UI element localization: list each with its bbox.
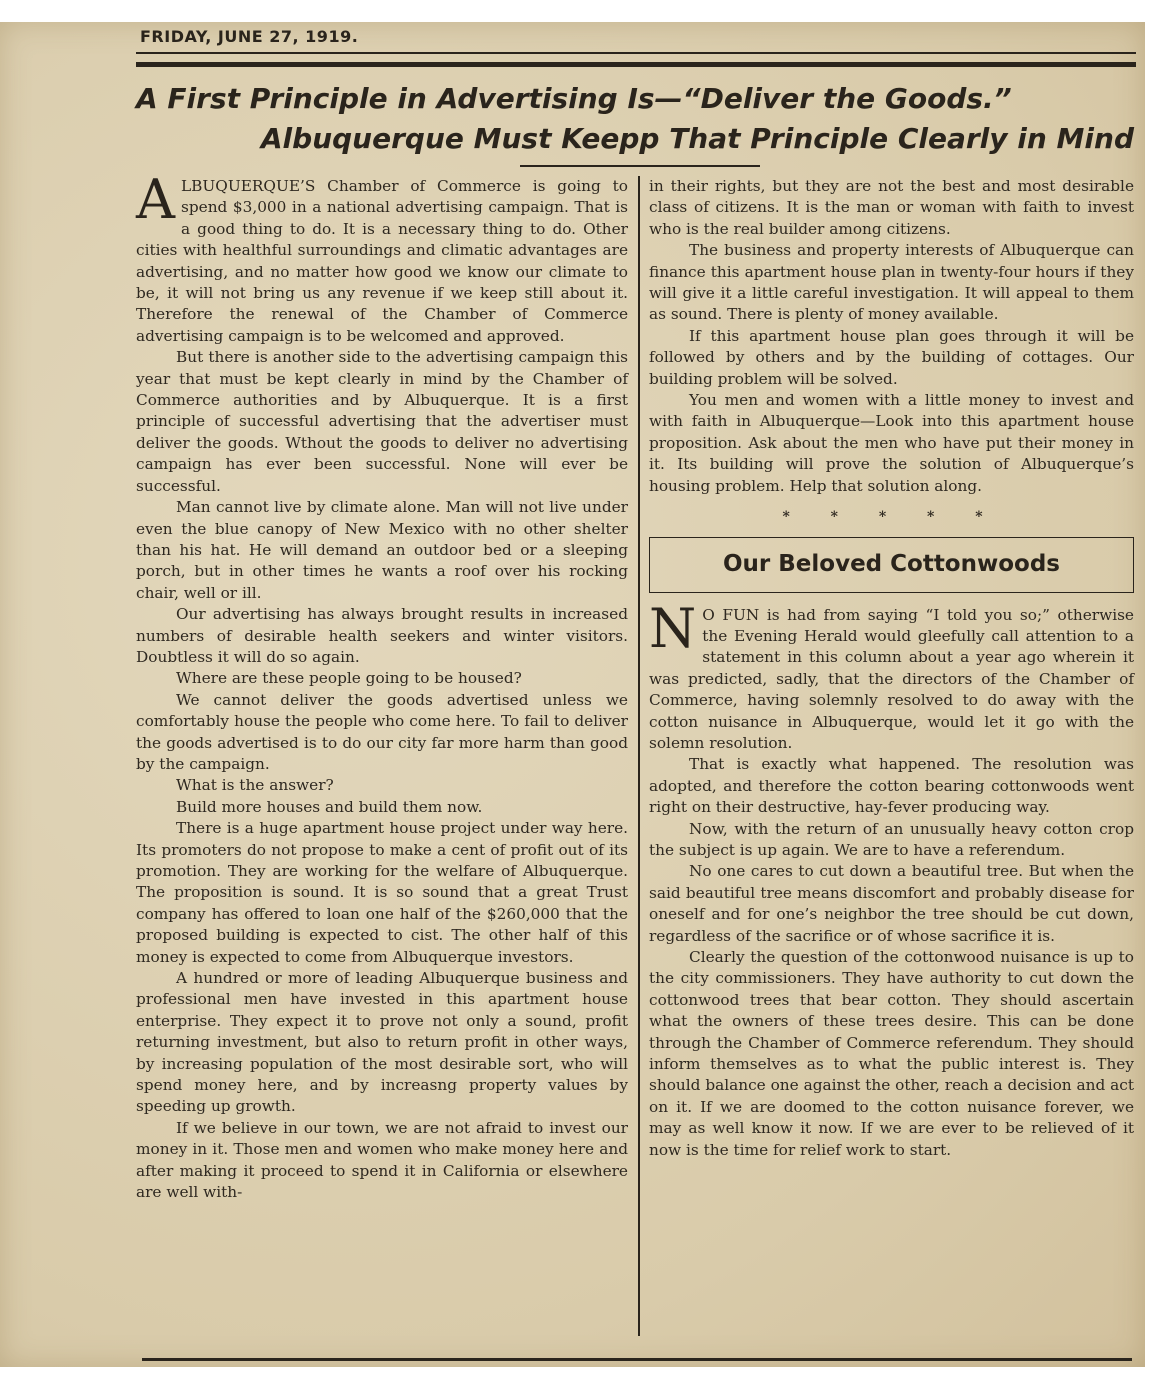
editorial-title-box bbox=[649, 537, 1134, 593]
paragraph: Clearly the question of the cottonwood nuisance is up to the city commissioners. They have authority to cut down the cottonwood trees that bear cotton. They should ascertain what the owners of these trees desire. This can be done through the Chamber of Commerce referendum. They should inform themselves as to what the public interest is. They should balance one against the other, reach a decision and act on it. If we are doomed to the cotton nuisance forever, we may as well know it now. If we are ever to be relieved of it now is the time for relief work to start. bbox=[649, 948, 1134, 1159]
paragraph: We cannot deliver the goods advertised unless we comfortably house the people who come here. To fail to deliver the goods advertised is to do our city far more harm than good by the campaign. bbox=[136, 690, 628, 773]
paragraph: That is exactly what happened. The resolution was adopted, and therefore the cotton bearing cottonwoods went right on their destructive, hay-fever producing way. bbox=[649, 755, 1134, 817]
drop-cap: A bbox=[136, 168, 175, 231]
headline-divider bbox=[520, 165, 760, 167]
paragraph: You men and women with a little money to invest and with faith in Albuquerque—Look into this apartment house proposition. Ask about the men who have put their money in it. Its building will prove the solution of Albuquerque’s housing problem. Help that solution along. bbox=[649, 391, 1134, 495]
paragraph: The business and property interests of Albuquerque can finance this apartment house plan in twenty-four hours if they will give it a little careful investigation. It will appeal to them as sound. There is plenty of money available. bbox=[649, 241, 1134, 324]
paragraph bbox=[136, 168, 628, 347]
paragraph: But there is another side to the advertising campaign this year that must be kept clearly in mind by the Chamber of Commerce authorities and by Albuquerque. It is a first principle of successful advertising that the advertiser must deliver the goods. Wthout the goods to deliver no advertising campaign has ever been successful. None will ever be successful. bbox=[136, 348, 628, 495]
section-separator: * * * * * bbox=[782, 509, 1001, 526]
headline-line-1: A First Principle in Advertising Is—“Deliver the Goods.” bbox=[136, 82, 1012, 115]
paragraph: Build more houses and build them now. bbox=[176, 797, 483, 816]
paragraph-text: O FUN is had from saying “I told you so;” otherwise the Evening Herald would gleefully call attention to a statement in this column about a year ago wherein it was predicted, sadly, that the directors of the Chamber of Commerce, having solemnly resolved to do away with the cotton nuisance in Albuquerque, would let it go with the solemn resolution. bbox=[649, 605, 1134, 752]
column-divider bbox=[638, 176, 640, 1336]
dateline: FRIDAY, JUNE 27, 1919. bbox=[140, 27, 359, 46]
paragraph: in their rights, but they are not the best and most desirable class of citizens. It is the man or woman with faith to invest who is the real builder among citizens. bbox=[649, 177, 1134, 238]
paragraph: There is a huge apartment house project under way here. Its promoters do not propose to make a cent of profit out of its promotion. They are working for the welfare of Albuquerque. The proposition is sound. It is so sound that a great Trust company has offered to loan one half of the $260,000 that the proposed building is expected to cist. The other half of this money is expected to come from Albuquerque investors. bbox=[136, 819, 628, 966]
right-column bbox=[649, 176, 1134, 1161]
paragraph: If we believe in our town, we are not afraid to invest our money in it. Those men and women who make money here and after making it proceed to spend it in California or elsewhere are well with- bbox=[136, 1118, 628, 1202]
paragraph: Our advertising has always brought results in increased numbers of desirable health seekers and winter visitors. Doubtless it will do so again. bbox=[136, 605, 628, 666]
paragraph: Man cannot live by climate alone. Man will not live under even the blue canopy of New Mexico with no other shelter than his hat. He will demand an outdoor bed or a sleeping porch, but in other times he wants a roof over his rocking chair, well or ill. bbox=[136, 498, 628, 602]
paragraph: Now, with the return of an unusually heavy cotton crop the subject is up again. We are to have a referendum. bbox=[649, 819, 1134, 859]
paragraph: No one cares to cut down a beautiful tree. But when the said beautiful tree means discomfort and probably disease for oneself and for one’s neighbor the tree should be cut down, regardless of the sacrifice or of whose sacrifice it is. bbox=[649, 862, 1134, 945]
top-rule-thick bbox=[136, 62, 1136, 67]
bottom-rule bbox=[142, 1358, 1132, 1361]
top-rule-thin bbox=[136, 52, 1136, 54]
paragraph: What is the answer? bbox=[176, 776, 334, 795]
paragraph bbox=[649, 596, 1134, 755]
editorial-title: Our Beloved Cottonwoods bbox=[722, 550, 1060, 577]
left-column bbox=[136, 168, 628, 1204]
paragraph: Where are these people going to be housed? bbox=[176, 669, 522, 688]
paragraph: A hundred or more of leading Albuquerque business and professional men have invested in this apartment house enterprise. They expect it to prove not only a sound, profit returning investment, but also to return profit in other ways, by increasing population of the most desirable sort, who will spend money here, and by increasng property values by speeding up growth. bbox=[136, 969, 628, 1116]
paragraph-text: LBUQUERQUE’S Chamber of Commerce is going to spend $3,000 in a national advertising campaign. That is a good thing to do. It is a necessary thing to do. Other cities with healthful surroundings and climatic advantages are advertising, and no matter how good we know our climate to be, it will not bring us any revenue if we keep still about it. Therefore the renewal of the Chamber of Commerce advertising campaign is to be welcomed and approved. bbox=[136, 177, 628, 345]
drop-cap: N bbox=[649, 596, 697, 660]
headline-line-2: Albuquerque Must Keepp That Principle Clearly in Mind bbox=[260, 122, 1134, 155]
paragraph: If this apartment house plan goes through it will be followed by others and by the building of cottages. Our building problem will be solved. bbox=[649, 326, 1134, 388]
